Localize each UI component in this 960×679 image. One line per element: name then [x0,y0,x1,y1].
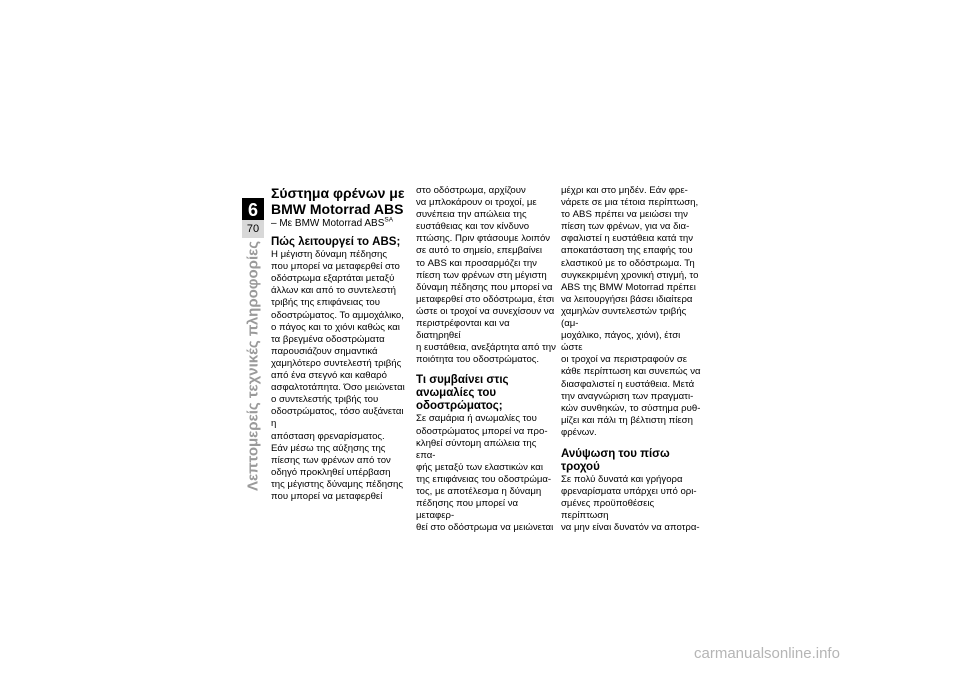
paragraph-line: πίεση των φρένων, για να δια- [561,221,690,233]
section-title-line-2: BMW Motorrad ABS [271,201,404,217]
paragraph-line: Σε σαμάρια ή ανωμαλίες του [416,413,537,425]
paragraph-line: το ABS πρέπει να μειώσει την [561,209,688,221]
paragraph-line: οδοστρώματος. Το αμμοχάλικο, [271,309,404,321]
paragraph-line: ελαστικού με το οδόστρωμα. Τη [561,257,695,269]
subsection-heading: Πώς λειτουργεί το ABS; [271,236,401,249]
paragraph-line: απόσταση φρεναρίσματος. [271,430,385,442]
paragraph-line: περιστρέφονται και να διατηρηθεί [416,318,510,342]
paragraph-line: διασφαλιστεί η ευστάθεια. Μετά [561,378,695,390]
paragraph-line: ο πάγος και το χιόνι καθώς και [271,321,400,333]
paragraph-line: να μην είναι δυνατόν να αποτρα- [561,522,700,534]
subsection-heading-line-1: Ανύψωση του πίσω [561,447,670,460]
column-3 [561,185,701,534]
paragraph-line: οι τροχοί να περιστραφούν σε [561,354,688,366]
paragraph-line: ώστε οι τροχοί να συνεχίσουν να [416,305,555,317]
chapter-title-vertical [236,240,270,492]
paragraph-line: Εάν μέσω της αύξησης της [271,442,386,454]
paragraph-line: χαμηλών συντελεστών τριβής (αμ- [561,305,687,330]
subsection-heading-line-2: ανωμαλίες του [416,387,497,400]
paragraph-line: η ευστάθεια, ανεξάρτητα από την [416,342,556,354]
paragraph-line: ABS της BMW Motorrad πρέπει [561,281,696,293]
paragraph-line: συγκεκριμένη χρονική στιγμή, το [561,269,699,281]
paragraph-line: μοχάλικο, πάγος, χιόνι), έτσι ώστε [561,330,681,354]
paragraph-line: κάθε περίπτωση και συνεπώς να [561,366,701,378]
paragraph-line: να λειτουργήσει βάσει ιδιαίτερα [561,293,693,305]
paragraph-line: σμένες προϋποθέσεις περίπτωση [561,498,655,522]
paragraph-line: θεί στο οδόστρωμα να μειώνεται [416,522,554,534]
section-title-line-1: Σύστημα φρένων με [271,185,405,201]
paragraph-line: φρεναρίσματα υπάρχει υπό ορι- [561,486,697,498]
paragraph-line: που μπορεί να μεταφερθεί [271,490,383,502]
paragraph-line: ευστάθειας και τον κίνδυνο [416,221,530,233]
subsection-heading-line-3: οδοστρώματος; [416,400,503,413]
chapter-number: 6 [247,200,258,220]
paragraph-line: τος, με αποτέλεσμα η δύναμη [416,485,542,497]
equipment-note [271,218,411,230]
subsection-heading-line-2: τροχού [561,460,600,473]
paragraph-line: τριβής της επιφάνειας του [271,297,381,309]
paragraph-line: ο συντελεστής τριβής του [271,394,379,406]
paragraph-line: νάρετε σε μια τέτοια περίπτωση, [561,197,699,209]
paragraph-line: μέχρι και στο μηδέν. Εάν φρε- [561,185,688,196]
paragraph-line: ασφαλτοτάπητα. Όσο μειώνεται [271,382,405,394]
watermark: carmanualsonline.info [694,645,840,662]
paragraph-line: τα βρεγμένα οδοστρώματα [271,333,385,345]
paragraph-line: πτώσης. Πριν φτάσουμε λοιπόν [416,233,551,245]
paragraph-line: να μπλοκάρουν οι τροχοί, με [416,197,537,209]
paragraph-line: συνέπεια την απώλεια της [416,209,527,221]
paragraph-line: κών συνθηκών, το σύστημα ρυθ- [561,402,701,414]
paragraph-line: Η μέγιστη δύναμη πέδησης [271,249,387,261]
paragraph-line: μεταφερθεί στο οδόστρωμα, έτσι [416,293,555,305]
paragraph-line: ποιότητα του οδοστρώματος. [416,354,540,366]
column-1 [271,185,411,503]
paragraph-line: οδηγό προκληθεί υπέρβαση [271,466,391,478]
paragraph-line: χαμηλότερο συντελεστή τριβής [271,357,402,369]
paragraph-line: άλλων και από το συντελεστή [271,285,396,297]
paragraph-line: παρουσιάζουν σημαντικά [271,345,378,357]
paragraph-line: μίζει και πάλι τη βέλτιστη πίεση [561,414,693,426]
paragraph-line: πέδησης που μπορεί να μεταφερ- [416,498,519,522]
page-number: 70 [242,220,264,238]
paragraph-line: της επιφάνειας του οδοστρώμα- [416,473,552,485]
equipment-note-text: – Με BMW Motorrad ABS [271,218,385,229]
paragraph-line: φρένων. [561,426,597,438]
paragraph-line: από ένα στεγνό και καθαρό [271,370,387,382]
paragraph-line: στο οδόστρωμα, αρχίζουν [416,185,526,196]
paragraph-line: που μπορεί να μεταφερθεί στο [271,261,400,273]
paragraph-line: οδοστρώματος, τόσο αυξάνεται η [271,406,404,430]
column-2 [416,185,556,534]
chapter-title: Λεπτομερείς τεχνικές πληροφορίες [244,240,262,492]
paragraph-line: της μέγιστης δύναμης πέδησης [271,478,404,490]
paragraph-line: δύναμη πέδησης που μπορεί να [416,281,553,293]
paragraph-line: Σε πολύ δυνατά και γρήγορα [561,473,683,485]
paragraph-line: πίεσης των φρένων από τον [271,454,391,466]
paragraph-line: αποκατάσταση της επαφής του [561,245,693,257]
paragraph-line: κληθεί σύντομη απώλεια της επα- [416,437,537,461]
paragraph-line: την αναγνώριση των πραγματι- [561,390,694,402]
paragraph-line: οδοστρώματος μπορεί να προ- [416,425,548,437]
paragraph-line: το ABS και προσαρμόζει την [416,257,537,269]
chapter-tab [242,198,264,238]
paragraph-line: φής μεταξύ των ελαστικών και [416,461,543,473]
subsection-heading-line-1: Τι συμβαίνει στις [416,374,509,387]
paragraph-line: σε αυτό το σημείο, επεμβαίνει [416,245,543,257]
paragraph-line: πίεση των φρένων στη μέγιστη [416,269,547,281]
paragraph-line: οδόστρωμα εξαρτάται μεταξύ [271,273,395,285]
equipment-note-sup: SA [384,216,394,224]
paragraph-line: σφαλιστεί η ευστάθεια κατά την [561,233,694,245]
